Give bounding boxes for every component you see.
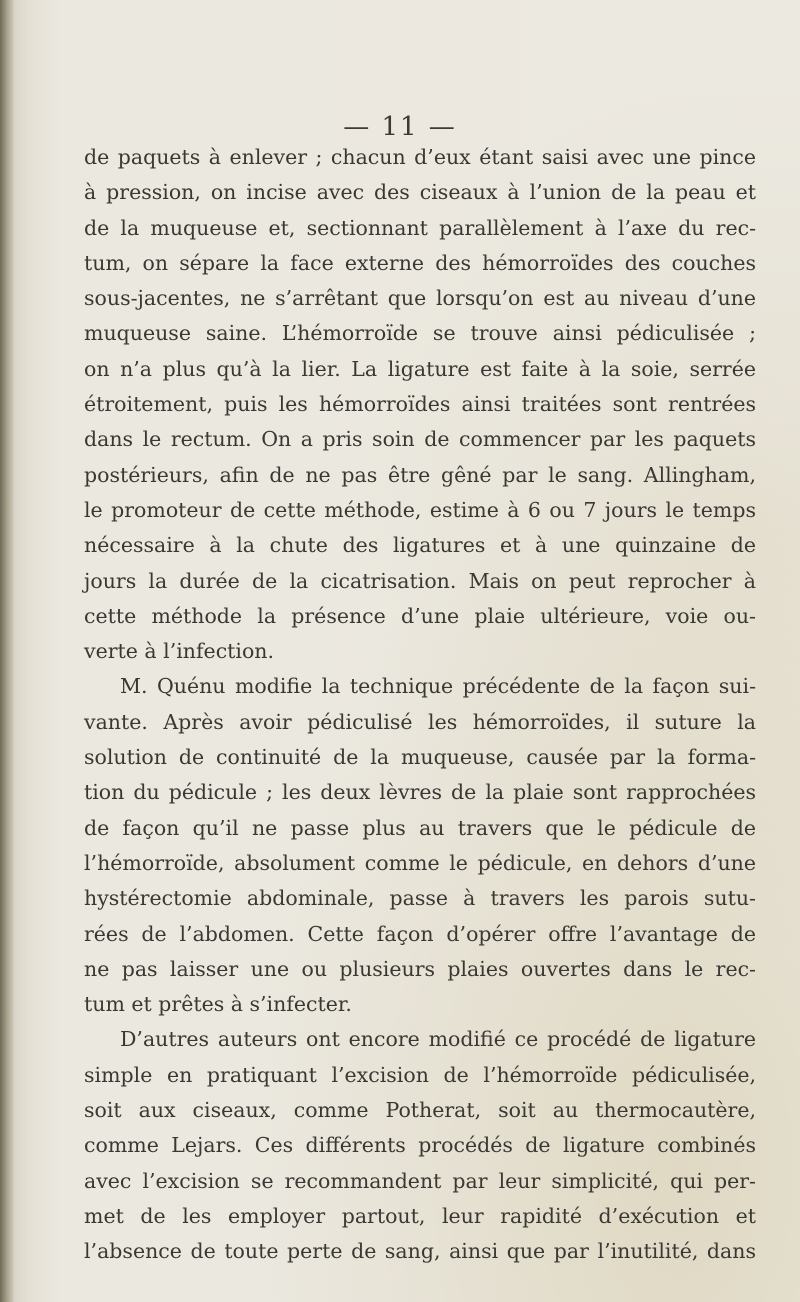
text-line: l’absence de toute perte de sang, ainsi que par l’inutilité, dans (84, 1239, 756, 1264)
text-line: jours la durée de la cicatrisation. Mais on peut reprocher à (84, 568, 756, 593)
text-line: tum, on sépare la face externe des hémorroïdes des couches (84, 250, 756, 275)
text-line: vante. Après avoir pédiculisé les hémorroïdes, il suture la (84, 709, 756, 734)
text-line: tum et prêtes à s’infecter. (84, 992, 352, 1017)
text-line: de paquets à enlever ; chacun d’eux étant saisi avec une pince (84, 145, 756, 169)
text-line: D’autres auteurs ont encore modifié ce procédé de ligature (120, 1027, 756, 1052)
text-line: à pression, on incise avec des ciseaux à l’union de la peau et (84, 180, 756, 205)
text-line: sous-jacentes, ne s’arrêtant que lorsqu’on est au niveau d’une (84, 286, 756, 311)
text-line: tion du pédicule ; les deux lèvres de la plaie sont rapprochées (84, 780, 756, 805)
text-line: muqueuse saine. L’hémorroïde se trouve ainsi pédiculisée ; (84, 321, 756, 346)
text-line: solution de continuité de la muqueuse, causée par la forma- (84, 745, 756, 770)
text-line: rées de l’abdomen. Cette façon d’opérer offre l’avantage de (84, 921, 756, 946)
text-line: de la muqueuse et, sectionnant parallèlement à l’axe du rec- (84, 215, 756, 240)
body-text (84, 140, 756, 1270)
text-line: nécessaire à la chute des ligatures et à une quinzaine de (84, 533, 756, 558)
text-line: simple en pratiquant l’excision de l’hémorroïde pédiculisée, (84, 1062, 756, 1087)
text-line: on n’a plus qu’à la lier. La ligature est faite à la soie, serrée (84, 356, 756, 381)
page-binding-edge (0, 0, 14, 1302)
text-line: M. Quénu modifie la technique précédente de la façon sui- (120, 674, 756, 699)
text-line: hystérectomie abdominale, passe à travers les parois sutu- (84, 886, 756, 911)
text-line: soit aux ciseaux, comme Potherat, soit au thermocautère, (84, 1098, 756, 1123)
text-line: verte à l’infection. (84, 639, 275, 664)
text-line: met de les employer partout, leur rapidité d’exécution et (84, 1203, 756, 1228)
text-line: de façon qu’il ne passe plus au travers que le pédicule de (84, 815, 756, 840)
text-line: étroitement, puis les hémorroïdes ainsi traitées sont rentrées (84, 392, 756, 417)
text-line: le promoteur de cette méthode, estime à 6 ou 7 jours le temps (84, 497, 756, 522)
text-line: avec l’excision se recommandent par leur simplicité, qui per- (84, 1168, 756, 1193)
text-line: dans le rectum. On a pris soin de commencer par les paquets (84, 427, 756, 452)
text-line: l’hémorroïde, absolument comme le pédicule, en dehors d’une (84, 850, 756, 875)
text-line: comme Lejars. Ces différents procédés de ligature combinés (84, 1133, 756, 1158)
text-line: cette méthode la présence d’une plaie ultérieure, voie ou- (84, 603, 756, 628)
text-line: postérieurs, afin de ne pas être gêné par le sang. Allingham, (84, 462, 756, 487)
text-line: ne pas laisser une ou plusieurs plaies ouvertes dans le rec- (84, 956, 756, 981)
page-number: — 11 — (343, 112, 457, 142)
